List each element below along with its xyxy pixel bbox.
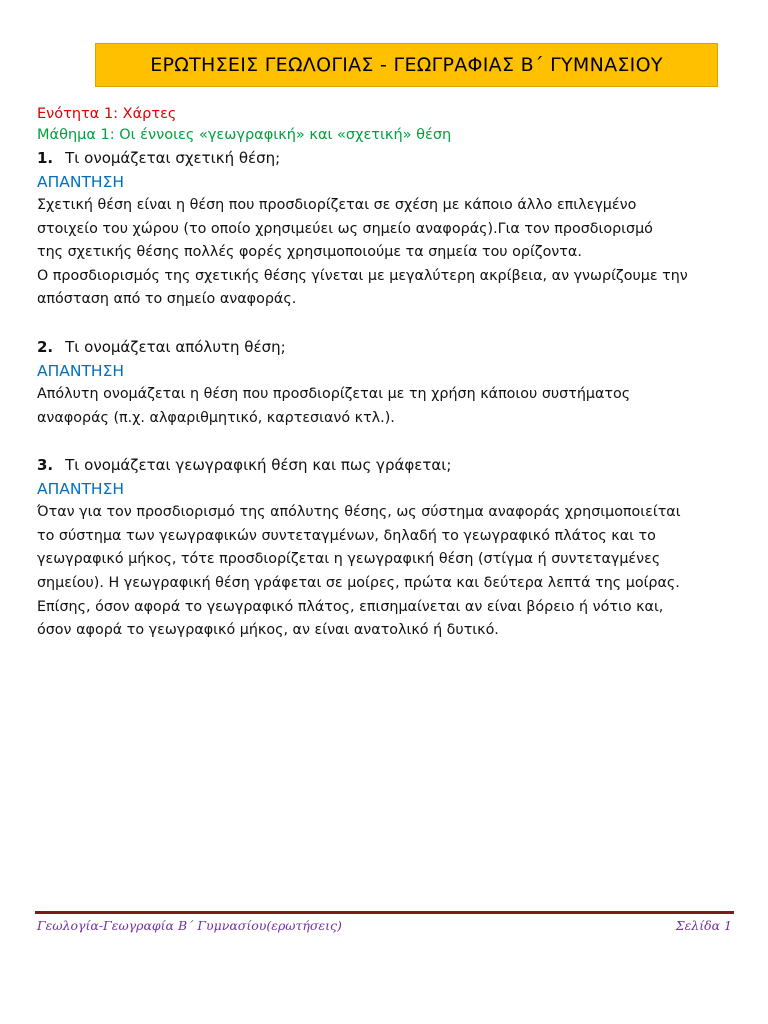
answer-line: αναφοράς (π.χ. αλφαριθμητικό, καρτεσιανό κτλ.).	[37, 409, 395, 426]
answer-3	[37, 501, 737, 643]
lesson-heading: Μάθημα 1: Οι έννοιες «γεωγραφική» και «σχετική» θέση	[37, 127, 452, 143]
footer-document-title: Γεωλογία-Γεωγραφία Β΄ Γυμνασίου(ερωτήσεις)	[37, 918, 342, 933]
answer-line: στοιχείο του χώρου (το οποίο χρησιμεύει ως σημείο αναφοράς).Για τον προσδιορισμό	[37, 220, 653, 237]
question-number: 1.	[37, 149, 54, 167]
question-number: 3.	[37, 456, 54, 475]
answer-label: ΑΠΑΝΤΗΣΗ	[37, 361, 125, 380]
answer-line: Όταν για τον προσδιορισμό της απόλυτης θέσης, ως σύστημα αναφοράς χρησιμοποιείται	[37, 504, 681, 521]
question-1	[37, 147, 737, 170]
answer-line: Απόλυτη ονομάζεται η θέση που προσδιορίζεται με τη χρήση κάποιου συστήματος	[37, 385, 631, 402]
footer-rule	[35, 911, 734, 914]
question-text: Τι ονομάζεται απόλυτη θέση;	[65, 337, 286, 356]
spacer	[37, 430, 737, 453]
answer-label: ΑΠΑΝΤΗΣΗ	[37, 480, 125, 499]
page-title: ΕΡΩΤΗΣΕΙΣ ΓΕΩΛΟΓΙΑΣ - ΓΕΩΓΡΑΦΙΑΣ Β΄ ΓΥΜΝΑΣΙΟΥ	[150, 54, 663, 76]
answer-line: της σχετικής θέσης πολλές φορές χρησιμοποιούμε τα σημεία του ορίζοντα.	[37, 244, 582, 261]
question-3	[37, 454, 737, 477]
answer-2	[37, 383, 737, 430]
unit-heading: Ενότητα 1: Χάρτες	[37, 106, 177, 122]
question-text: Τι ονομάζεται σχετική θέση;	[65, 149, 281, 167]
title-banner	[95, 43, 718, 87]
question-2	[37, 336, 737, 359]
answer-line: γεωγραφικό μήκος, τότε προσδιορίζεται η γεωγραφική θέση (στίγμα ή συντεταγμένες	[37, 551, 661, 568]
answer-1	[37, 194, 737, 312]
spacer	[37, 312, 737, 335]
answer-line: απόσταση από το σημείο αναφοράς.	[37, 291, 297, 308]
answer-line: το σύστημα των γεωγραφικών συντεταγμένων, δηλαδή το γεωγραφικό πλάτος και το	[37, 527, 656, 544]
answer-line: Ο προσδιορισμός της σχετικής θέσης γίνεται με μεγαλύτερη ακρίβεια, αν γνωρίζουμε την	[37, 267, 688, 284]
answer-line: σημείου). Η γεωγραφική θέση γράφεται σε μοίρες, πρώτα και δεύτερα λεπτά της μοίρας.	[37, 574, 680, 591]
answer-line: Επίσης, όσον αφορά το γεωγραφικό πλάτος, επισημαίνεται αν είναι βόρειο ή νότιο και,	[37, 598, 664, 615]
answer-label: ΑΠΑΝΤΗΣΗ	[37, 173, 125, 191]
question-text: Τι ονομάζεται γεωγραφική θέση και πως γράφεται;	[65, 456, 452, 475]
answer-line: Σχετική θέση είναι η θέση που προσδιορίζεται σε σχέση με κάποιο άλλο επιλεγμένο	[37, 197, 637, 213]
question-number: 2.	[37, 337, 54, 356]
footer-page-number: Σελίδα 1	[675, 918, 732, 933]
document-body	[37, 104, 737, 643]
answer-line: όσον αφορά το γεωγραφικό μήκος, αν είναι ανατολικό ή δυτικό.	[37, 622, 499, 639]
